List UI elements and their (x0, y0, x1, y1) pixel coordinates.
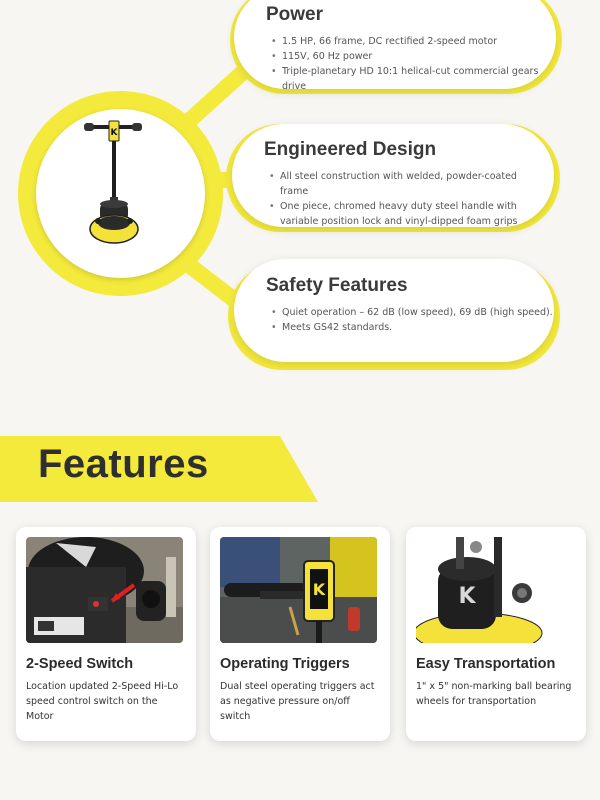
safety-features-bullet: • Meets GS42 standards. (282, 320, 554, 335)
safety-features-bullets (266, 305, 554, 335)
power-bullets (266, 34, 556, 94)
engineered-design-bullets (264, 169, 540, 229)
speed-switch-photo (26, 537, 183, 643)
safety-features-bullet: • Quiet operation – 62 dB (low speed), 69 dB (high speed). (282, 305, 554, 320)
safety-features-card (234, 259, 554, 362)
easy-transportation-description: 1" x 5" non-marking ball bearing wheels for transportation (416, 681, 572, 707)
svg-text:K: K (458, 584, 476, 609)
floor-machine-image (36, 109, 205, 278)
engineered-design-bullet: • All steel construction with welded, powder-coated frame (280, 169, 540, 199)
svg-text:K: K (312, 580, 326, 599)
easy-transportation-photo (416, 537, 573, 643)
operating-triggers-title: Operating Triggers (220, 656, 350, 672)
power-bullet: • 115V, 60 Hz power (282, 49, 556, 64)
engineered-design-card (232, 124, 554, 227)
power-card (234, 0, 556, 92)
feature-card-easy-transportation (406, 527, 586, 741)
power-bullet: • Triple-planetary HD 10:1 helical-cut commercial gears drive (282, 64, 556, 94)
speed-switch-description: Location updated 2-Speed Hi-Lo speed control switch on the Motor (26, 681, 179, 722)
easy-transportation-title: Easy Transportation (416, 656, 556, 672)
engineered-design-title: Engineered Design (264, 139, 437, 160)
speed-switch-title: 2-Speed Switch (26, 656, 134, 672)
product-hub (36, 109, 205, 278)
svg-text:K: K (110, 128, 118, 138)
power-title: Power (266, 4, 324, 25)
safety-features-title: Safety Features (266, 275, 408, 296)
feature-card-operating-triggers (210, 527, 390, 741)
operating-triggers-description: Dual steel operating triggers act as negative pressure on/off switch (220, 681, 375, 722)
power-bullet: • 1.5 HP, 66 frame, DC rectified 2-speed motor (282, 34, 556, 49)
engineered-design-bullet: • One piece, chromed heavy duty steel handle with variable position lock and vinyl-dipped foam grips (280, 199, 540, 229)
operating-triggers-photo (220, 537, 377, 643)
feature-card-speed-switch (16, 527, 196, 741)
features-heading: Features (38, 442, 209, 486)
